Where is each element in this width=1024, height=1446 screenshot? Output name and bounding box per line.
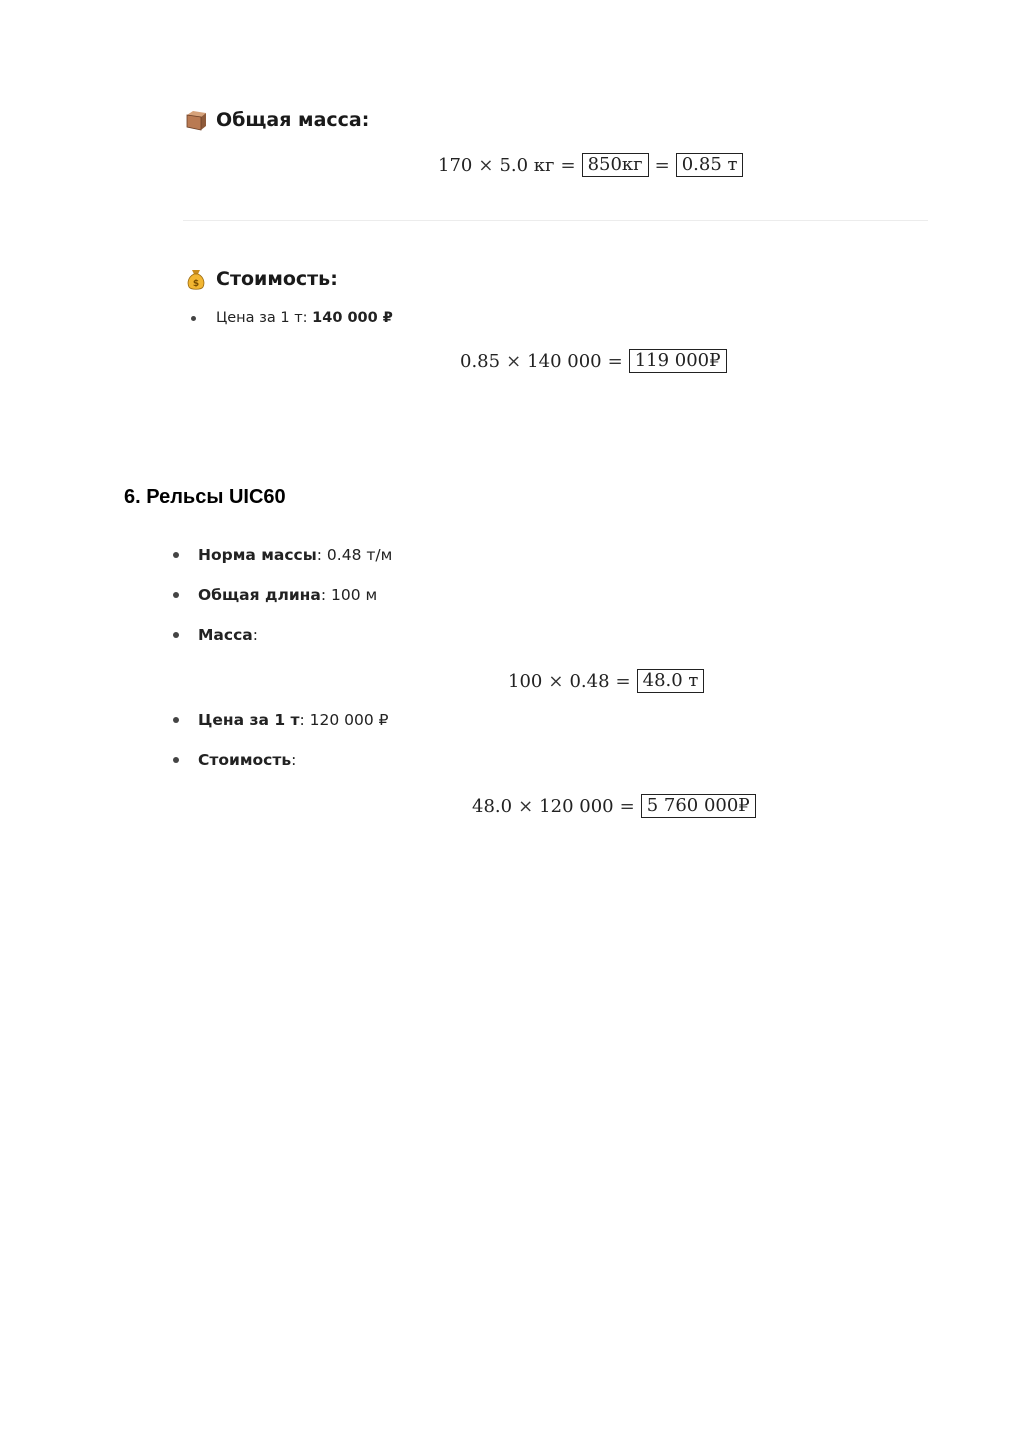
- svg-text:$: $: [192, 279, 200, 289]
- mass-formula-eq2: =: [654, 154, 670, 176]
- cost-formula-op: ×: [506, 350, 522, 372]
- rails-mass-formula: [508, 669, 704, 693]
- rails-cost-formula-b: 120 000: [539, 795, 614, 817]
- cost-section-title: Стоимость:: [216, 268, 338, 290]
- cost-formula-eq: =: [607, 350, 623, 372]
- mass-formula-op: ×: [478, 154, 494, 176]
- money-bag-icon: [184, 267, 208, 291]
- rails-item-label: Цена за 1 т: [198, 711, 300, 729]
- bullet-dot: [173, 757, 179, 763]
- cost-section-title-row: [184, 267, 338, 291]
- rails-cost-formula-eq: =: [619, 795, 635, 817]
- rails-item-sep: :: [320, 586, 327, 604]
- package-icon: [184, 108, 208, 132]
- price-bullet: [191, 310, 393, 326]
- rails-item-label: Общая длина: [198, 586, 321, 604]
- rails-item-cost: [173, 751, 296, 769]
- mass-section-title: Общая масса:: [216, 109, 370, 131]
- rails-item-label: Стоимость: [198, 751, 292, 769]
- mass-section-title-row: [184, 108, 369, 132]
- rails-item-value: 0.48 т/м: [322, 546, 393, 564]
- cost-result: 119 000₽: [629, 349, 727, 373]
- rails-item-sep: :: [291, 751, 297, 769]
- mass-result-t: 0.85 т: [676, 153, 744, 177]
- mass-formula-eq: =: [560, 154, 576, 176]
- rails-item-value: 100 м: [326, 586, 378, 604]
- bullet-dot: [191, 316, 196, 321]
- rails-cost-result: 5 760 000₽: [641, 794, 756, 818]
- rails-cost-formula-op: ×: [518, 795, 534, 817]
- rails-item-sep: :: [316, 546, 322, 564]
- rails-mass-formula-eq: =: [615, 670, 631, 692]
- cost-formula: [460, 349, 727, 373]
- cost-formula-a: 0.85: [460, 350, 501, 372]
- mass-formula-b: 5.0 кг: [499, 154, 555, 176]
- rails-item-mass-norm: [173, 546, 392, 564]
- bullet-dot: [173, 552, 179, 558]
- rails-cost-formula-a: 48.0: [472, 795, 513, 817]
- section-divider: [183, 220, 928, 221]
- rails-item-value: 120 000 ₽: [304, 711, 389, 729]
- mass-formula: [438, 153, 743, 177]
- bullet-dot: [173, 592, 179, 598]
- price-bullet-value: 140 000 ₽: [312, 310, 393, 326]
- mass-formula-a: 170: [438, 154, 473, 176]
- rails-mass-formula-a: 100: [508, 670, 543, 692]
- cost-formula-b: 140 000: [527, 350, 602, 372]
- rails-item-label: Норма массы: [198, 546, 317, 564]
- rails-item-total-length: [173, 586, 377, 604]
- rails-cost-formula: [472, 794, 756, 818]
- rails-heading: 6. Рельсы UIC60: [124, 486, 286, 508]
- rails-mass-formula-b: 0.48: [569, 670, 610, 692]
- rails-item-sep: :: [299, 711, 305, 729]
- price-bullet-label: Цена за 1 т:: [216, 310, 308, 326]
- rails-item-label: Масса: [198, 626, 253, 644]
- rails-item-price: [173, 711, 389, 729]
- rails-item-sep: :: [252, 626, 258, 644]
- rails-item-mass: [173, 626, 258, 644]
- rails-mass-result: 48.0 т: [637, 669, 705, 693]
- bullet-dot: [173, 717, 179, 723]
- rails-mass-formula-op: ×: [548, 670, 564, 692]
- mass-result-kg: 850кг: [582, 153, 649, 177]
- bullet-dot: [173, 632, 179, 638]
